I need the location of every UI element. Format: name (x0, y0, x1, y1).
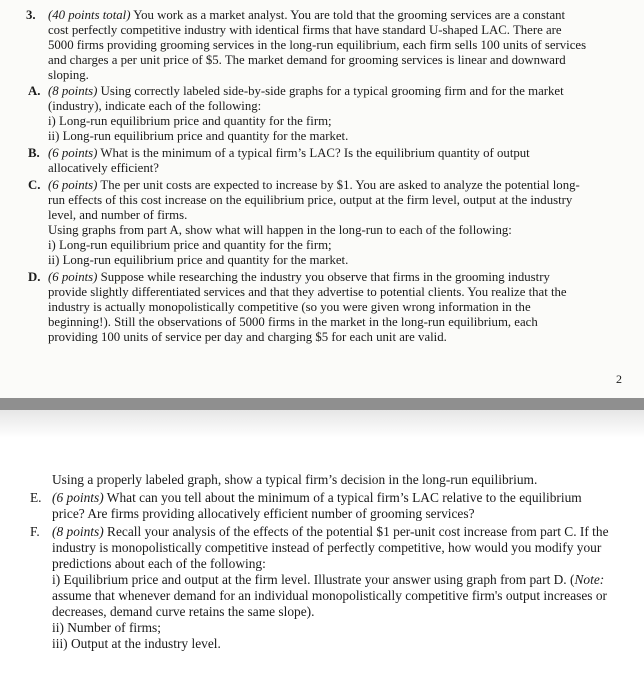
part-b-line-1: (6 points) What is the minimum of a typical firm’s LAC? Is the equilibrium quantity of output (48, 146, 530, 160)
part-f-label: F. (30, 524, 40, 539)
part-f-line-6: decreases, demand curve retains the same slope). (52, 604, 315, 619)
page-divider (0, 398, 644, 410)
part-a-line-2: (industry), indicate each of the following: (48, 99, 262, 113)
part-f-line-2: industry is monopolistically competitive instead of perfectly competitive, how would you modify your (52, 540, 602, 555)
part-f-line-1: (8 points) Recall your analysis of the effects of the potential $1 per-unit cost increase from part C. If the (52, 524, 609, 539)
part-e-line-2: price? Are firms providing allocatively efficient number of grooming services? (52, 506, 475, 521)
part-a-line-3: i) Long-run equilibrium price and quantity for the firm; (48, 114, 332, 128)
part-c-label: C. (28, 178, 41, 192)
question-number: 3. (26, 8, 36, 22)
part-d-line-4: beginning!). Still the observations of 5000 firms in the market in the long-run equilibrium, each (48, 315, 538, 329)
part-c-line-3: level, and number of firms. (48, 208, 188, 222)
part-c-line-4: Using graphs from part A, show what will happen in the long-run to each of the following: (48, 223, 512, 237)
part-c-line-6: ii) Long-run equilibrium price and quantity for the market. (48, 253, 349, 267)
page2-intro-line: Using a properly labeled graph, show a typical firm’s decision in the long-run equilibrium. (52, 472, 538, 487)
part-c-line-2: run effects of this cost increase on the equilibrium price, output at the firm level, output at the industry (48, 193, 573, 207)
part-d-line-5: providing 100 units of service per day and charging $5 for each unit are valid. (48, 330, 447, 344)
part-f-line-5: assume that whenever demand for an individual monopolistically competitive firm's output increases or (52, 588, 608, 603)
part-a-label: A. (28, 84, 41, 98)
part-e-label: E. (30, 490, 42, 505)
intro-line-5: sloping. (48, 68, 89, 82)
part-a-line-1: (8 points) Using correctly labeled side-by-side graphs for a typical grooming firm and for the market (48, 84, 564, 98)
part-f-line-8: iii) Output at the industry level. (52, 636, 221, 651)
part-f-line-7: ii) Number of firms; (52, 620, 161, 635)
part-a-line-4: ii) Long-run equilibrium price and quantity for the market. (48, 129, 349, 143)
part-f-line-3: predictions about each of the following: (52, 556, 266, 571)
part-d-line-3: industry is actually monopolistically competitive (so you were given wrong information in the (48, 300, 531, 314)
part-f-line-4: i) Equilibrium price and output at the firm level. Illustrate your answer using graph from part D. (Note: (52, 572, 605, 587)
part-d-line-2: provide slightly differentiated services and that they advertise to potential clients. You realize that the (48, 285, 567, 299)
page-number: 2 (616, 372, 622, 386)
intro-line-2: cost perfectly competitive industry with identical firms that have standard U-shaped LAC. There are (48, 23, 562, 37)
part-e-line-1: (6 points) What can you tell about the minimum of a typical firm’s LAC relative to the equilibrium (52, 490, 582, 505)
part-b-label: B. (28, 146, 40, 160)
page-2 (0, 438, 644, 700)
part-b-line-2: allocatively efficient? (48, 161, 159, 175)
page-divider-shadow (0, 410, 644, 438)
part-c-line-1: (6 points) The per unit costs are expected to increase by $1. You are asked to analyze the potential long- (48, 178, 580, 192)
intro-line-4: and charges a per unit price of $5. The market demand for grooming services is linear and downward (48, 53, 566, 67)
intro-line-1: (40 points total) You work as a market analyst. You are told that the grooming services are a constant (48, 8, 566, 22)
part-d-label: D. (28, 270, 41, 284)
part-d-line-1: (6 points) Suppose while researching the industry you observe that firms in the grooming industry (48, 270, 550, 284)
part-c-line-5: i) Long-run equilibrium price and quantity for the firm; (48, 238, 332, 252)
intro-line-3: 5000 firms providing grooming services in the long-run equilibrium, each firm sells 100 units of services (48, 38, 587, 52)
